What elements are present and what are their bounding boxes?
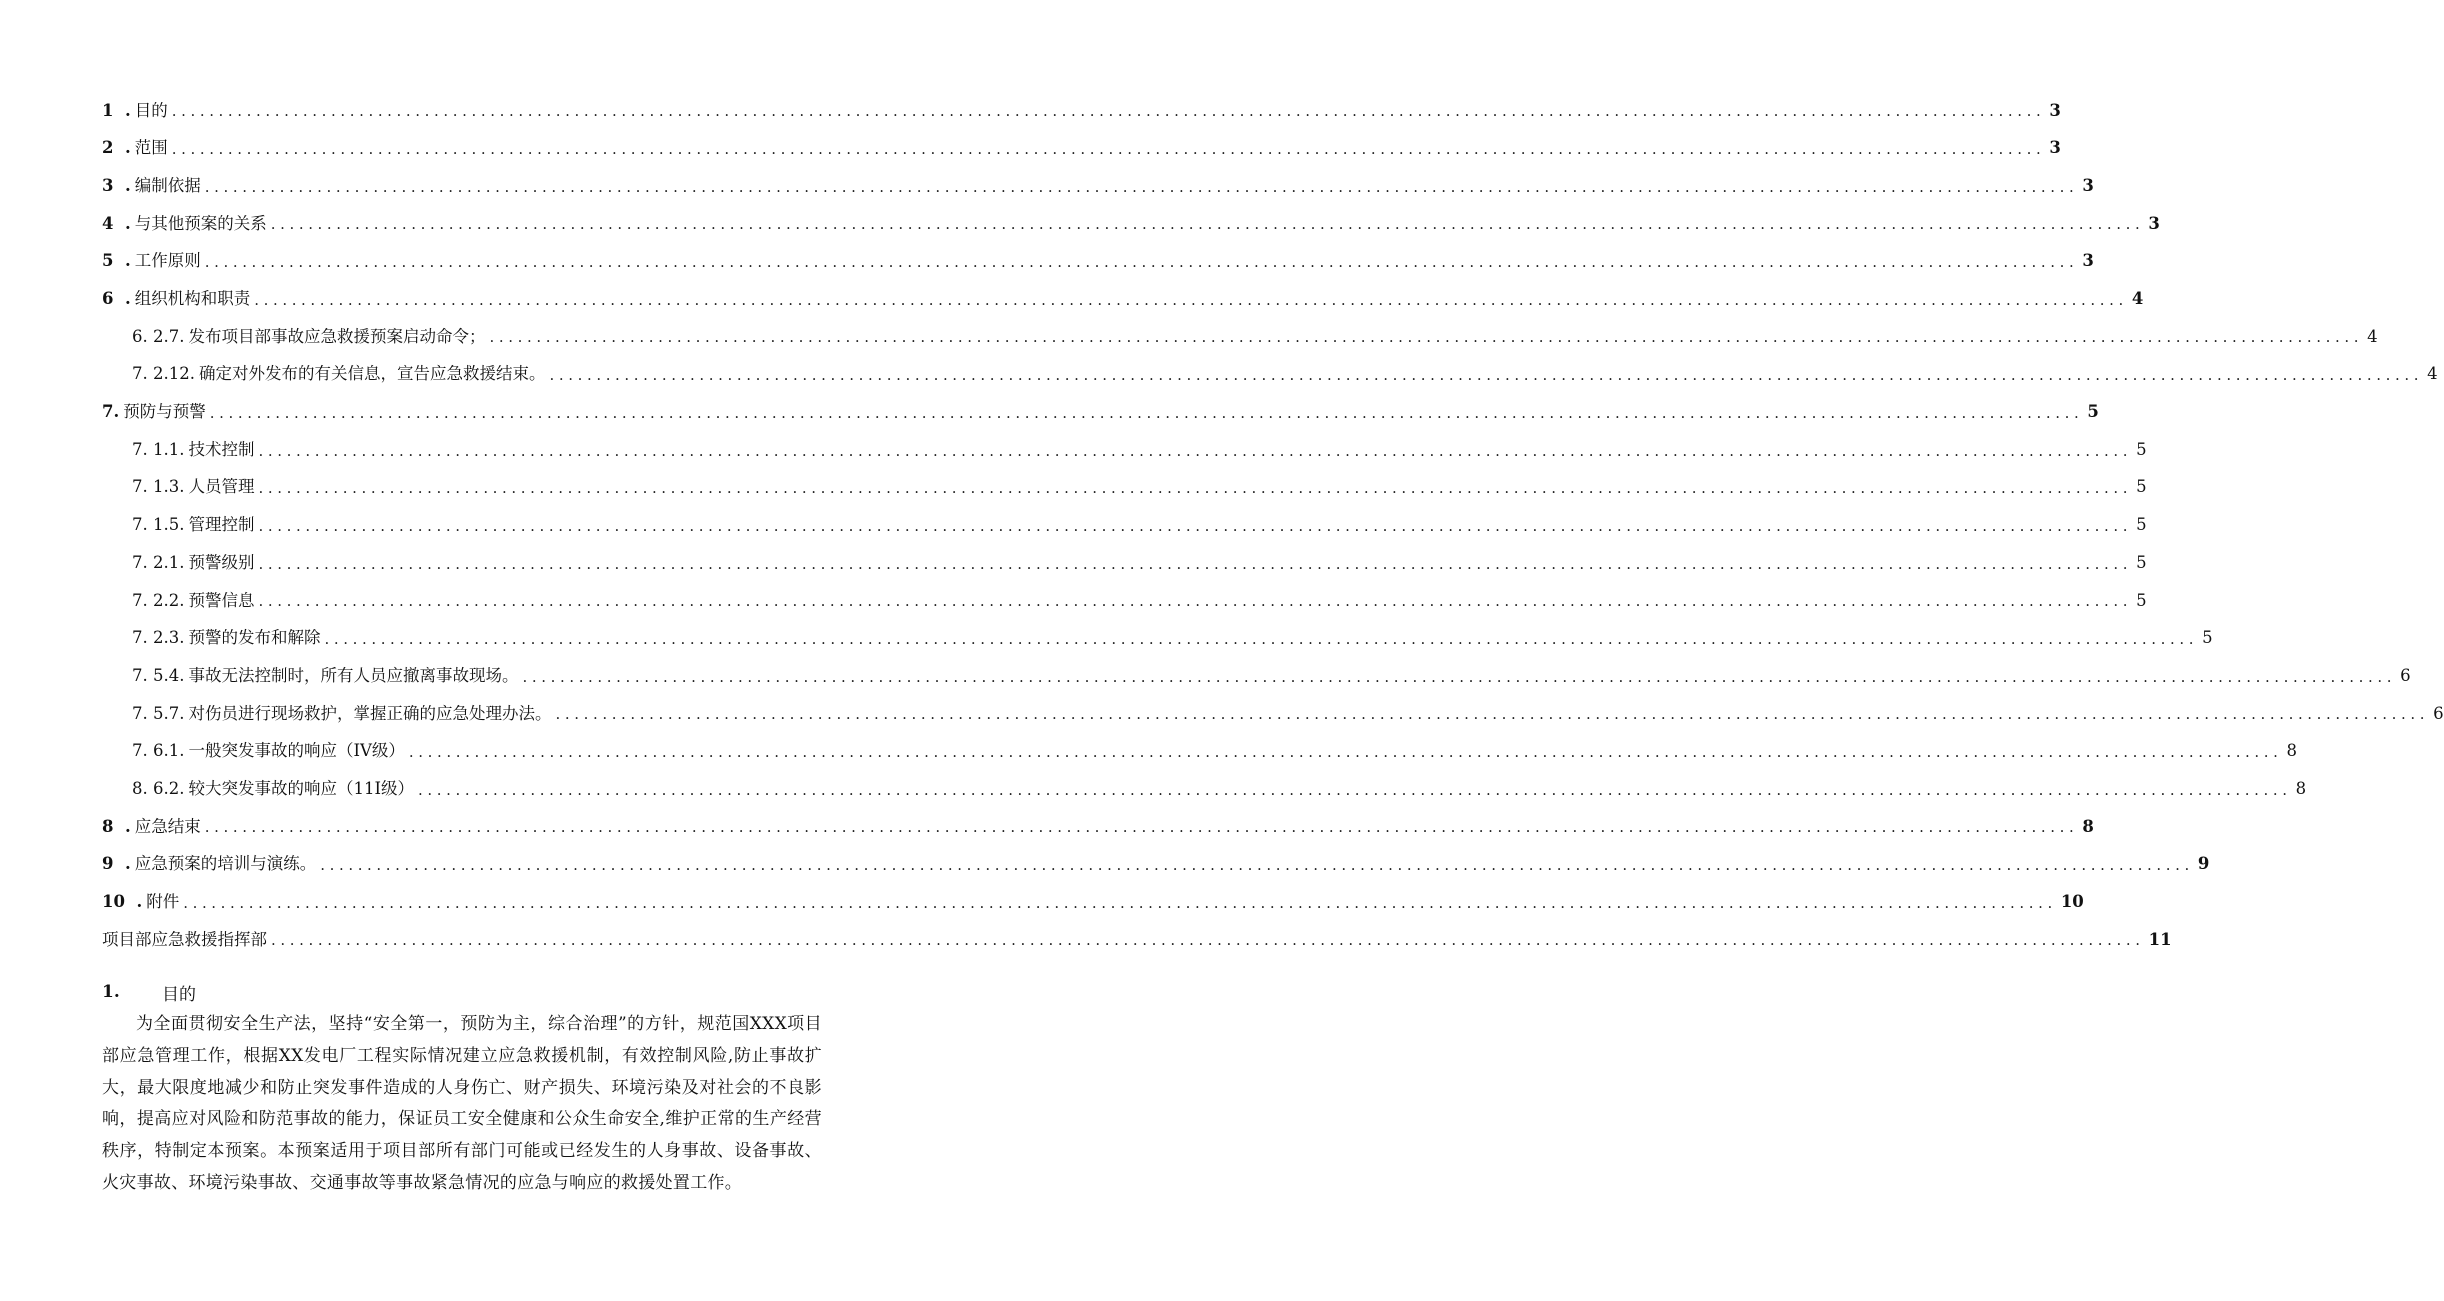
- toc-dot-leader: ........................................................................................................................................................................................................: [271, 931, 2145, 950]
- toc-dot-leader: ........................................................................................................................................................................................................: [258, 516, 2133, 535]
- toc-dot-leader: ........................................................................................................................................................................................................: [209, 403, 2084, 422]
- toc-entry[interactable]: [0, 695, 2444, 733]
- toc-entry-title: 与其他预案的关系: [134, 213, 267, 233]
- toc-entry-number: 7. 1.5.: [132, 515, 185, 535]
- toc-entry-page: 3: [2082, 251, 2094, 271]
- toc-entry[interactable]: [0, 620, 2213, 658]
- toc-entry-number: 1 .: [102, 100, 131, 120]
- toc-entry-page: 3: [2049, 100, 2061, 120]
- toc-entry-title: 确定对外发布的有关信息，宣告应急救援结束。: [198, 364, 546, 384]
- toc-entry-number: 7. 1.3.: [132, 477, 185, 497]
- toc-entry-number: 7.: [102, 402, 120, 422]
- toc-entry-number: 7. 1.1.: [132, 439, 185, 459]
- toc-entry-number: 6. 2.7.: [132, 326, 185, 346]
- toc-entry-number: 7. 5.4.: [132, 665, 185, 685]
- toc-dot-leader: ........................................................................................................................................................................................................: [258, 441, 2133, 460]
- section-heading: [102, 975, 822, 1009]
- toc-entry-page: 3: [2148, 213, 2160, 233]
- toc-entry-number: 10 .: [102, 892, 143, 912]
- table-of-contents: [0, 92, 2444, 959]
- toc-dot-leader: ........................................................................................................................................................................................................: [171, 102, 2046, 121]
- toc-entry[interactable]: [0, 205, 2160, 243]
- toc-entry-title: 工作原则: [134, 251, 201, 271]
- toc-entry-number: 9 .: [102, 854, 131, 874]
- toc-entry[interactable]: [0, 130, 2061, 168]
- toc-entry-page: 4: [2367, 326, 2378, 346]
- toc-dot-leader: ........................................................................................................................................................................................................: [171, 140, 2046, 159]
- toc-dot-leader: ........................................................................................................................................................................................................: [204, 253, 2079, 272]
- toc-dot-leader: ........................................................................................................................................................................................................: [204, 818, 2079, 837]
- toc-entry[interactable]: [0, 394, 2099, 432]
- toc-entry-number: 4 .: [102, 213, 131, 233]
- toc-entry-number: 7. 2.1.: [132, 552, 185, 572]
- toc-entry-page: 5: [2136, 515, 2147, 535]
- toc-entry[interactable]: [0, 846, 2210, 884]
- toc-dot-leader: ........................................................................................................................................................................................................: [183, 893, 2057, 912]
- toc-entry-title: 应急预案的培训与演练。: [134, 854, 317, 874]
- toc-entry-number: 5 .: [102, 251, 131, 271]
- toc-entry[interactable]: [0, 280, 2144, 318]
- toc-entry-page: 5: [2136, 477, 2147, 497]
- toc-entry-page: 5: [2087, 402, 2099, 422]
- toc-entry-number: 6 .: [102, 289, 131, 309]
- toc-entry-number: 3 .: [102, 175, 131, 195]
- toc-entry-title: 预警信息: [188, 590, 255, 610]
- toc-entry[interactable]: [0, 469, 2147, 507]
- toc-entry-title: 发布项目部事故应急救援预案启动命令；: [188, 326, 486, 346]
- toc-entry-page: 8: [2082, 816, 2094, 836]
- toc-entry-title: 一般突发事故的响应（IV级）: [188, 741, 405, 761]
- toc-entry[interactable]: [0, 582, 2147, 620]
- toc-entry-title: 技术控制: [188, 439, 255, 459]
- toc-dot-leader: ........................................................................................................................................................................................................: [408, 743, 2283, 762]
- toc-entry[interactable]: [0, 808, 2094, 846]
- toc-entry[interactable]: [0, 733, 2298, 771]
- section-body: 为全面贯彻安全生产法，坚持“安全第一，预防为主，综合治理”的方针，规范国XXX项目部应急管理工作，根据XX发电厂工程实际情况建立应急救援机制，有效控制风险,防止事故扩大，最大限度地减少和防止突发事件造成的人身伤亡、财产损失、环境污染及对社会的不良影响，提高应对风险和防范事故的能力，保证员工安全健康和公众生命安全,维护正常的生产经营秩序，特制定本预案。本预案适用于项目部所有部门可能或已经发生的人身事故、设备事故、火灾事故、环境污染事故、交通事故等事故紧急情况的应急与响应的救援处置工作。: [102, 1014, 822, 1193]
- toc-entry-number: 8. 6.2.: [132, 778, 185, 798]
- section-title: 目的: [162, 984, 196, 1005]
- toc-entry[interactable]: [0, 921, 2172, 959]
- toc-entry[interactable]: [0, 92, 2061, 130]
- toc-entry-number: 7. 5.7.: [132, 703, 185, 723]
- toc-entry-page: 6: [2400, 665, 2411, 685]
- toc-entry-title: 对伤员进行现场救护，掌握正确的应急处理办法。: [188, 703, 552, 723]
- toc-entry-title: 目的: [134, 100, 168, 120]
- toc-entry-title: 预警级别: [188, 552, 255, 572]
- toc-entry[interactable]: [0, 770, 2307, 808]
- toc-entry-page: 5: [2136, 439, 2147, 459]
- toc-dot-leader: ........................................................................................................................................................................................................: [549, 366, 2424, 385]
- section-number: 1.: [102, 982, 120, 1002]
- toc-dot-leader: ........................................................................................................................................................................................................: [270, 215, 2145, 234]
- toc-entry-page: 11: [2148, 929, 2172, 949]
- toc-entry-number: 2 .: [102, 138, 131, 158]
- toc-entry-number: 7. 6.1.: [132, 741, 185, 761]
- toc-entry[interactable]: [0, 318, 2378, 356]
- toc-entry-title: 预警的发布和解除: [188, 628, 321, 648]
- toc-entry-page: 5: [2136, 552, 2147, 572]
- toc-entry-page: 3: [2082, 175, 2094, 195]
- toc-entry-title: 人员管理: [188, 477, 255, 497]
- toc-entry[interactable]: [0, 431, 2147, 469]
- toc-entry-title: 项目部应急救援指挥部: [102, 929, 267, 949]
- toc-entry-number: 7. 2.12.: [132, 364, 195, 384]
- toc-entry-page: 10: [2060, 892, 2084, 912]
- toc-entry[interactable]: [0, 167, 2094, 205]
- toc-dot-leader: ........................................................................................................................................................................................................: [522, 667, 2397, 686]
- toc-dot-leader: ........................................................................................................................................................................................................: [320, 856, 2194, 875]
- toc-entry[interactable]: [0, 544, 2147, 582]
- toc-entry[interactable]: [0, 243, 2094, 281]
- toc-entry-page: 5: [2136, 590, 2147, 610]
- toc-entry-title: 预防与预警: [123, 402, 206, 422]
- toc-entry-title: 编制依据: [134, 175, 201, 195]
- toc-entry-number: 8 .: [102, 816, 131, 836]
- toc-entry-number: 7. 2.3.: [132, 628, 185, 648]
- section-1: [102, 975, 822, 1200]
- toc-entry-page: 5: [2202, 628, 2213, 648]
- toc-dot-leader: ........................................................................................................................................................................................................: [258, 592, 2133, 611]
- toc-entry-page: 9: [2197, 854, 2210, 874]
- toc-entry-title: 事故无法控制时，所有人员应撤离事故现场。: [188, 665, 519, 685]
- toc-entry-page: 4: [2427, 364, 2438, 384]
- toc-dot-leader: ........................................................................................................................................................................................................: [258, 479, 2133, 498]
- toc-dot-leader: ........................................................................................................................................................................................................: [418, 780, 2292, 799]
- toc-dot-leader: ........................................................................................................................................................................................................: [258, 554, 2133, 573]
- toc-entry-title: 管理控制: [188, 515, 255, 535]
- toc-entry[interactable]: [0, 657, 2411, 695]
- toc-entry[interactable]: [0, 883, 2084, 921]
- toc-entry-page: 3: [2049, 138, 2061, 158]
- toc-entry-page: 6: [2433, 703, 2444, 723]
- toc-entry[interactable]: [0, 507, 2147, 545]
- toc-entry-page: 8: [2286, 741, 2298, 761]
- toc-entry-title: 范围: [134, 138, 168, 158]
- toc-entry-title: 组织机构和职责: [134, 289, 251, 309]
- toc-entry[interactable]: [0, 356, 2438, 394]
- toc-dot-leader: ........................................................................................................................................................................................................: [555, 705, 2430, 724]
- toc-entry-number: 7. 2.2.: [132, 590, 185, 610]
- toc-dot-leader: ........................................................................................................................................................................................................: [254, 290, 2128, 309]
- toc-dot-leader: ........................................................................................................................................................................................................: [489, 328, 2364, 347]
- toc-entry-page: 4: [2131, 289, 2144, 309]
- toc-entry-title: 较大突发事故的响应（11I级）: [188, 778, 414, 798]
- toc-dot-leader: ........................................................................................................................................................................................................: [324, 629, 2199, 648]
- toc-entry-title: 附件: [146, 892, 180, 912]
- toc-entry-title: 应急结束: [134, 816, 201, 836]
- toc-dot-leader: ........................................................................................................................................................................................................: [204, 177, 2079, 196]
- toc-entry-page: 8: [2295, 778, 2307, 798]
